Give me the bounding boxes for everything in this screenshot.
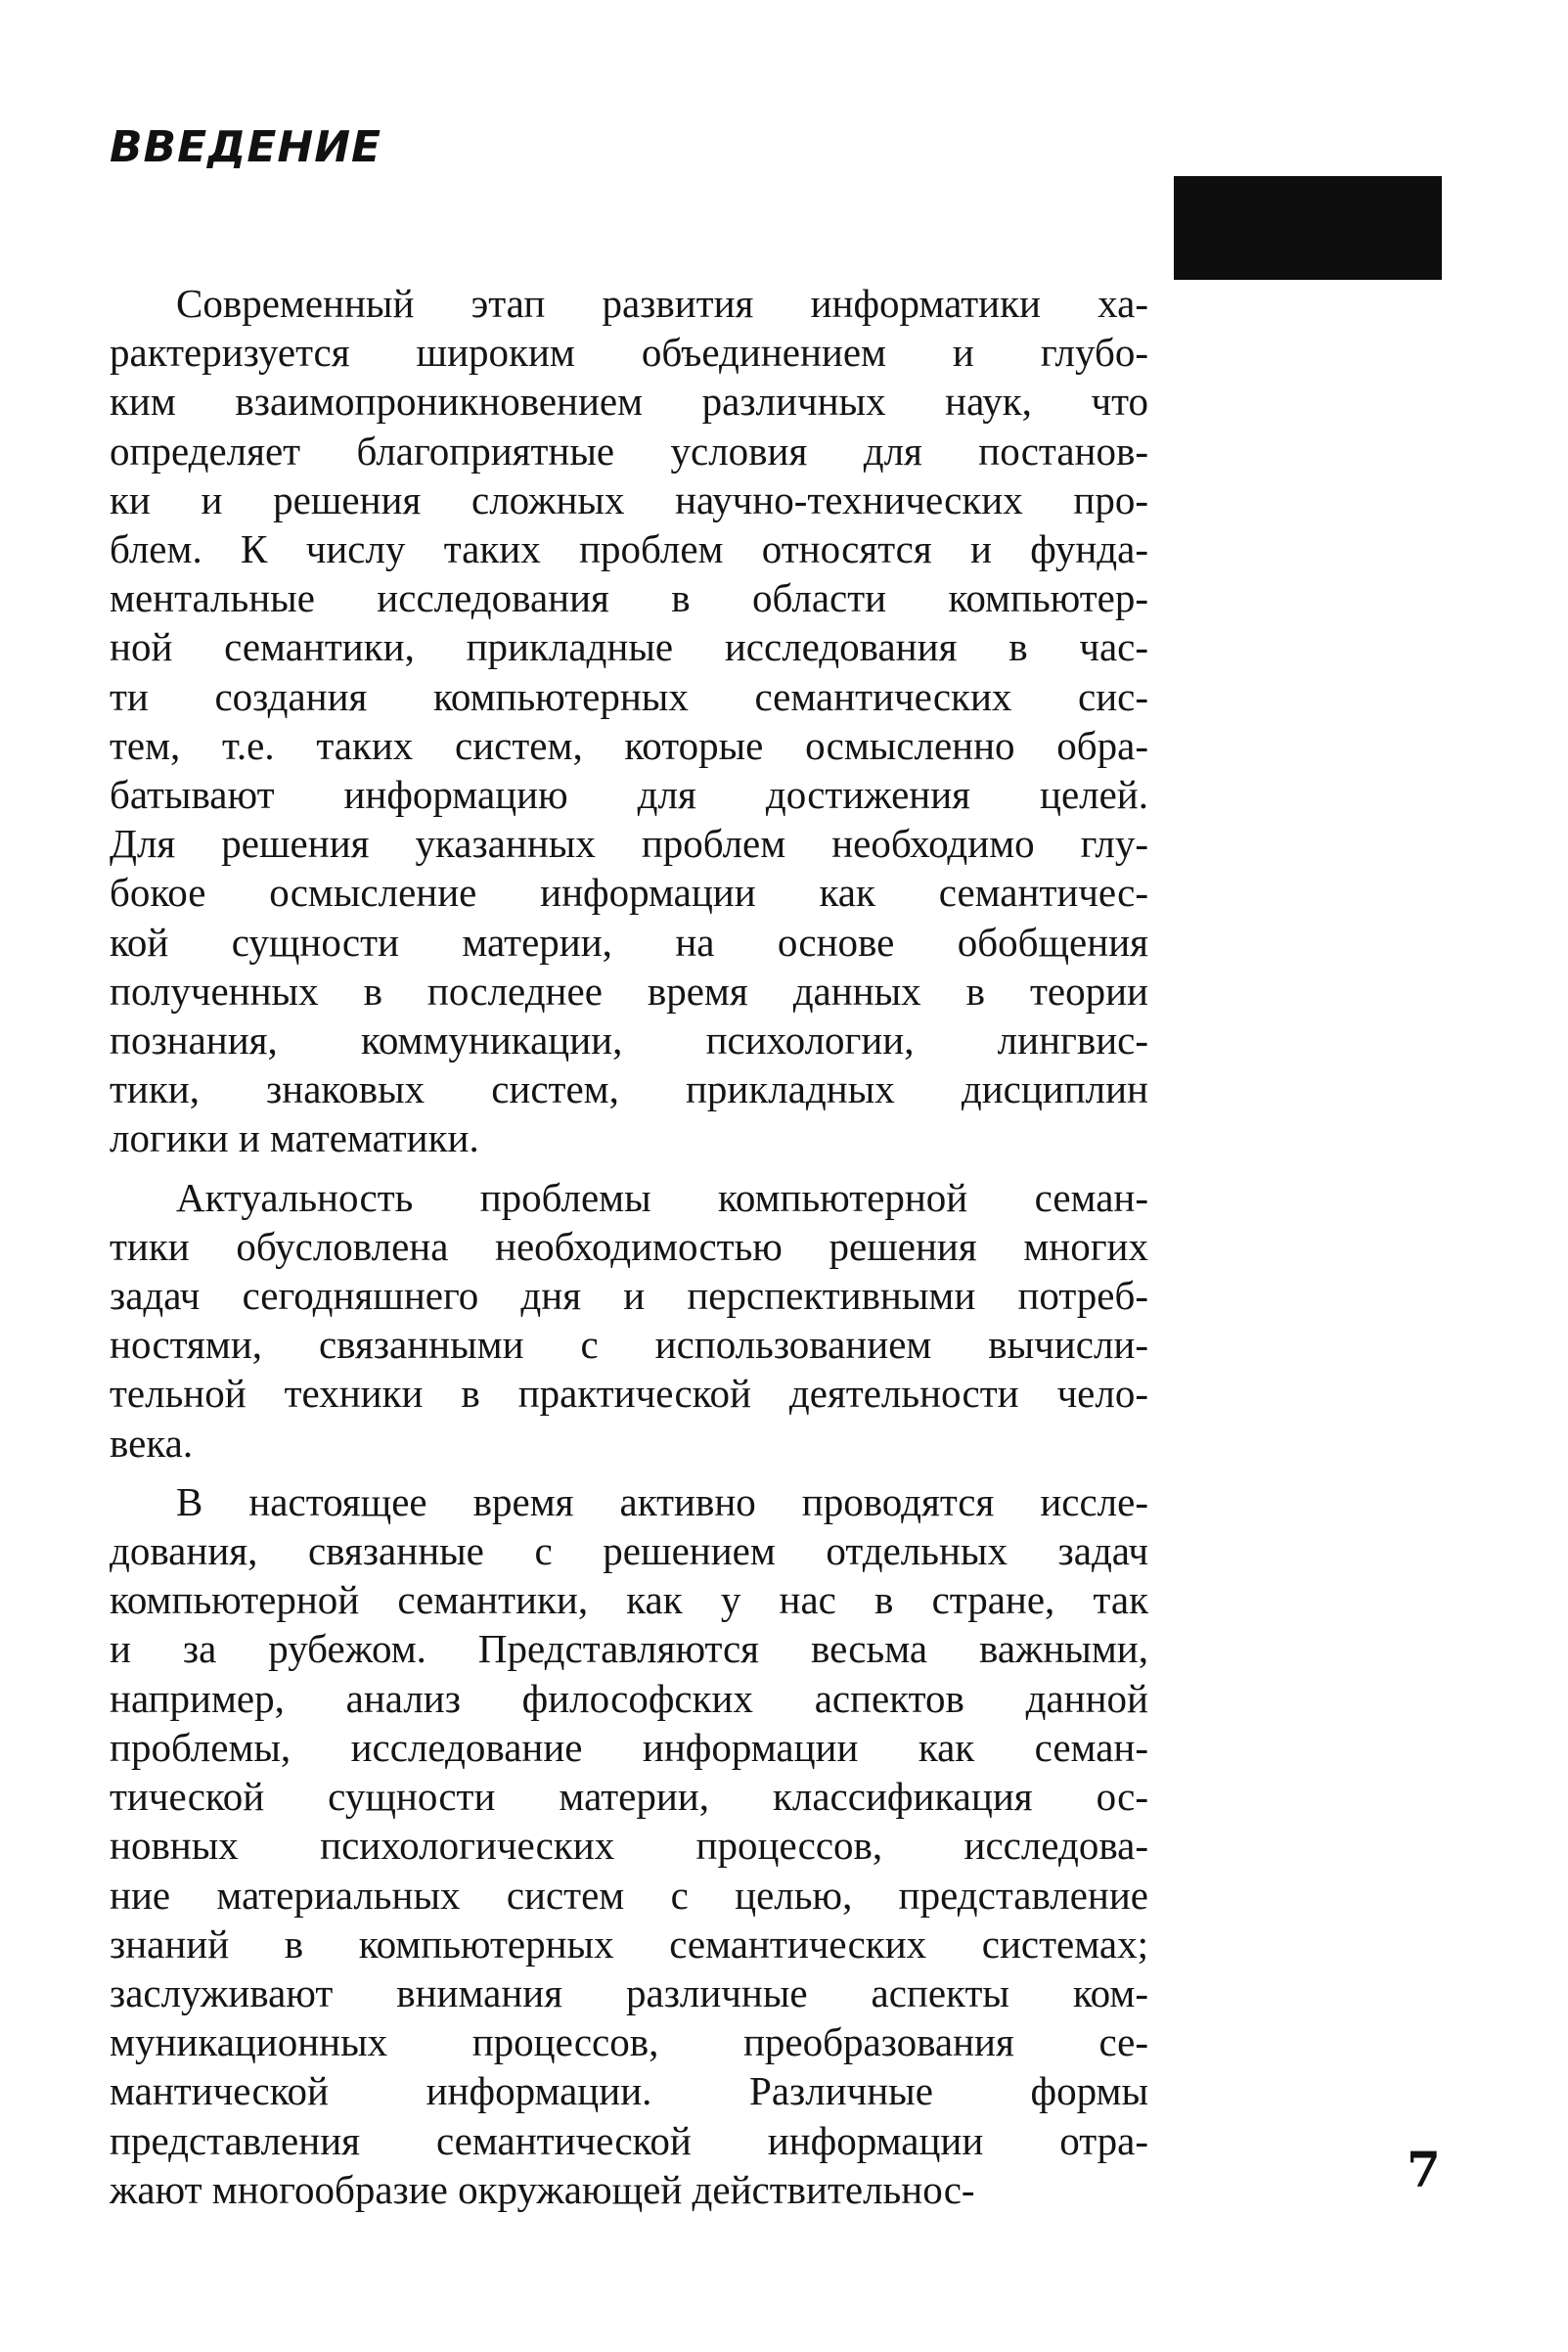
text-line: ние материальных систем с целью, представление — [110, 1872, 1148, 1918]
text-line: тики обусловлена необходимостью решения многих — [110, 1223, 1148, 1269]
text-line: ностями, связанными с использованием вычисли- — [110, 1322, 1148, 1368]
body-text — [110, 279, 1148, 2224]
text-line: ной семантики, прикладные исследования в час- — [110, 624, 1148, 670]
paragraph-2 — [110, 1173, 1148, 1468]
text-line: полученных в последнее время данных в теории — [110, 968, 1148, 1014]
paragraph-1 — [110, 279, 1148, 1163]
paragraph-3 — [110, 1477, 1148, 2214]
text-line: Современный этап развития информатики ха- — [176, 281, 1148, 326]
text-line: ким взаимопроникновением различных наук, что — [110, 379, 1148, 425]
text-line: мантической информации. Различные формы — [110, 2068, 1148, 2114]
text-line: батывают информацию для достижения целей. — [110, 772, 1148, 818]
text-line: века. — [110, 1420, 194, 1466]
text-line: тельной техники в практической деятельности чело- — [110, 1371, 1148, 1417]
text-line: определяет благоприятные условия для постанов- — [110, 428, 1148, 474]
text-line: тем, т.е. таких систем, которые осмысленно обра- — [110, 722, 1148, 768]
text-line: блем. К числу таких проблем относятся и фунда- — [110, 526, 1148, 572]
text-line: например, анализ философских аспектов данной — [110, 1675, 1148, 1721]
page-title: ВВЕДЕНИЕ — [110, 122, 382, 172]
text-line: Для решения указанных проблем необходимо глу- — [110, 821, 1148, 867]
text-line: муникационных процессов, преобразования се- — [110, 2019, 1148, 2065]
text-line: дования, связанные с решением отдельных задач — [110, 1528, 1148, 1574]
text-line: проблемы, исследование информации как семан- — [110, 1724, 1148, 1770]
text-line: ки и решения сложных научно-технических про- — [110, 476, 1148, 522]
text-line: заслуживают внимания различные аспекты ком- — [110, 1969, 1148, 2015]
text-line: ти создания компьютерных семантических сис- — [110, 673, 1148, 719]
text-line: рактеризуется широким объединением и глубо- — [110, 330, 1148, 376]
text-line: компьютерной семантики, как у нас в стране, так — [110, 1577, 1148, 1623]
text-line: логики и математики. — [110, 1115, 479, 1161]
text-line: бокое осмысление информации как семантичес- — [110, 870, 1148, 916]
text-line: Актуальность проблемы компьютерной семан- — [176, 1174, 1148, 1220]
text-line: тики, знаковых систем, прикладных дисциплин — [110, 1066, 1148, 1112]
text-line: представления семантической информации отра- — [110, 2117, 1148, 2163]
text-line: В настоящее время активно проводятся иссле- — [176, 1478, 1148, 1524]
text-line: тической сущности материи, классификация ос- — [110, 1774, 1148, 1820]
text-line: познания, коммуникации, психологии, лингвис- — [110, 1018, 1148, 1063]
text-line: и за рубежом. Представляются весьма важными, — [110, 1626, 1148, 1672]
text-line: новных психологических процессов, исследова- — [110, 1823, 1148, 1869]
chapter-tab-marker — [1174, 176, 1442, 280]
text-line: знаний в компьютерных семантических системах; — [110, 1921, 1148, 1967]
text-line: ментальные исследования в области компьютер- — [110, 575, 1148, 621]
text-line: кой сущности материи, на основе обобщения — [110, 919, 1148, 965]
page-number: 7 — [1407, 2141, 1441, 2198]
text-line: жают многообразие окружающей действительнос- — [110, 2166, 975, 2212]
text-line: задач сегодняшнего дня и перспективными потреб- — [110, 1273, 1148, 1319]
